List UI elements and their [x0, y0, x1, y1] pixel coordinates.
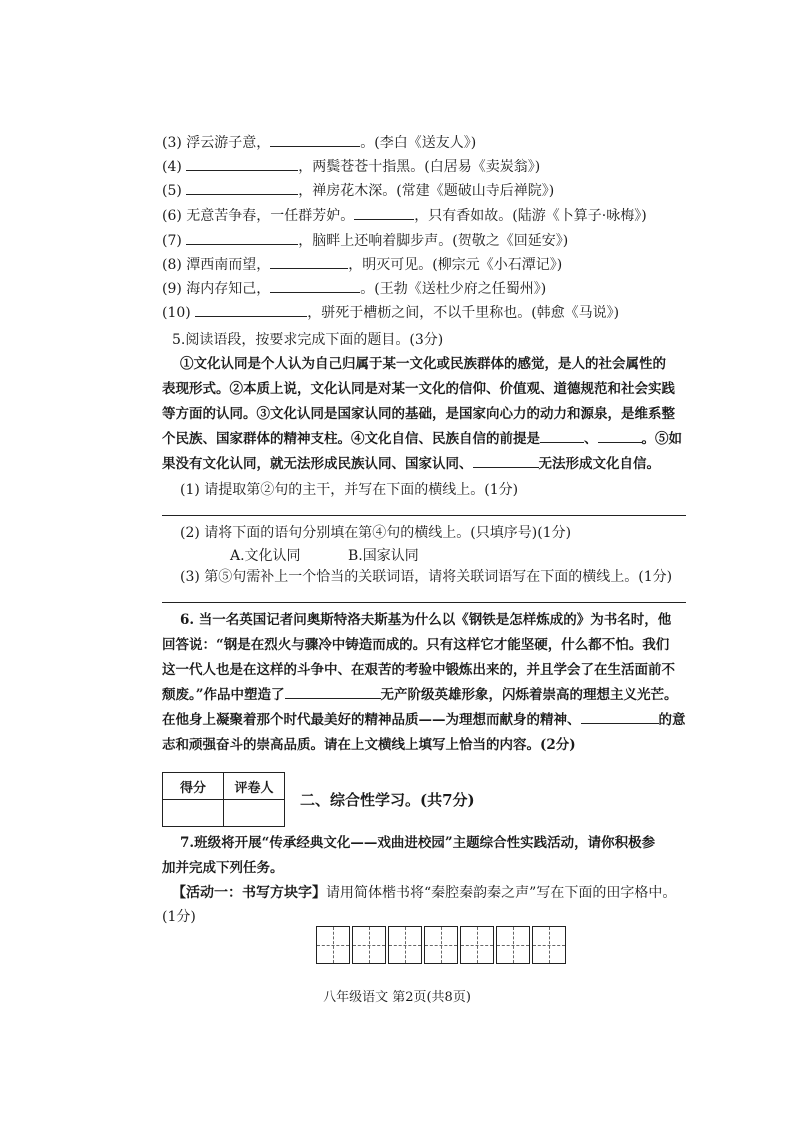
answer-blank[interactable] [186, 180, 298, 195]
q6-line: 志和顽强奋斗的崇高品质。请在上文横线上填写上恰当的内容。(2分) [162, 737, 576, 753]
q6-line: 回答说：“钢是在烈火与骤冷中铸造而成的。只有这样它才能坚硬，什么都不怕。我们 [162, 637, 670, 653]
poem-line-6: (6) 无意苦争春，一任群芳妒。 ，只有香如故。(陆游《卜算子·咏梅》) [162, 205, 647, 227]
writing-grid-cell[interactable] [316, 926, 350, 964]
answer-blank[interactable] [270, 132, 360, 147]
grader-label: 评卷人 [224, 773, 285, 800]
answer-blank[interactable] [285, 684, 381, 699]
answer-blank[interactable] [186, 230, 298, 245]
answer-blank[interactable] [581, 709, 659, 724]
q5-passage-line: ①文化认同是个人认为自己归属于某一文化或民族群体的感觉，是人的社会属性的 [180, 356, 666, 372]
q5-title: 5.阅读语段，按要求完成下面的题目。(3分) [172, 332, 444, 348]
q7-activity: 【活动一：书写方块字】请用简体楷书将“秦腔秦韵秦之声”写在下面的田字格中。 [172, 885, 677, 901]
writing-grid-cell[interactable] [424, 926, 458, 964]
answer-blank[interactable] [598, 428, 642, 443]
grader-cell[interactable] [224, 800, 285, 827]
writing-grid-cell[interactable] [532, 926, 566, 964]
writing-grid-cell[interactable] [460, 926, 494, 964]
answer-blank[interactable] [540, 428, 584, 443]
q6-line: 颓废。”作品中塑造了 无产阶级英雄形象，闪烁着崇高的理想主义光芒。 [162, 683, 678, 707]
writing-grid-cell[interactable] [496, 926, 530, 964]
q7-line: 7.班级将开展“传承经典文化——戏曲进校园”主题综合性实践活动，请你积极参 [180, 835, 656, 851]
answer-line[interactable] [162, 515, 686, 516]
q5-passage-line: 表现形式。②本质上说，文化认同是对某一文化的信仰、价值观、道德规范和社会实践 [162, 381, 675, 397]
option-b: B.国家认同 [348, 548, 419, 564]
writing-grid-cell[interactable] [352, 926, 386, 964]
poem-line-3: (3) 浮云游子意， 。(李白《送友人》) [162, 132, 476, 154]
q5-sub2: (2) 请将下面的语句分别填在第④句的横线上。(只填序号)(1分) [180, 525, 572, 541]
q6-line: 在他身上凝聚着那个时代最美好的精神品质——为理想而献身的精神、 的意 [162, 708, 686, 732]
answer-blank[interactable] [354, 205, 414, 220]
q7-line: 加并完成下列任务。 [162, 860, 284, 876]
poem-line-10: (10) ，骈死于槽枥之间，不以千里称也。(韩愈《马说》) [162, 302, 619, 324]
score-table [162, 772, 285, 827]
section-title: 二、综合性学习。(共7分) [300, 791, 475, 809]
page-footer: 八年级语文 第2页(共8页) [323, 990, 471, 1005]
answer-blank[interactable] [186, 156, 298, 171]
answer-blank[interactable] [270, 278, 360, 293]
poem-line-9: (9) 海内存知己， 。(王勃《送杜少府之任蜀州》) [162, 278, 546, 300]
q5-sub1: (1) 请提取第②句的主干，并写在下面的横线上。(1分) [180, 482, 519, 498]
score-cell[interactable] [163, 800, 224, 827]
answer-line[interactable] [162, 602, 686, 603]
answer-blank[interactable] [270, 254, 348, 269]
q5-passage-line: 果没有文化认同，就无法形成民族认同、国家认同、 无法形成文化自信。 [162, 452, 660, 476]
q5-passage-line: 等方面的认同。③文化认同是国家认同的基础，是国家向心力的动力和源泉，是维系整 [162, 406, 675, 422]
q5-passage-line: 个民族、国家群体的精神支柱。④文化自信、民族自信的前提是 、 。⑤如 [162, 427, 682, 451]
poem-line-7: (7) ，脑畔上还响着脚步声。(贺敬之《回延安》) [162, 230, 568, 252]
q6-line: 这一代人也是在这样的斗争中、在艰苦的考验中锻炼出来的，并且学会了在生活面前不 [162, 662, 675, 678]
poem-line-8: (8) 潭西南而望， ，明灭可见。(柳宗元《小石潭记》) [162, 254, 562, 276]
option-a: A.文化认同 [230, 548, 301, 564]
score-label: 得分 [163, 773, 224, 800]
q6-line: 6. 当一名英国记者问奥斯特洛夫斯基为什么以《钢铁是怎样炼成的》为书名时，他 [180, 612, 672, 628]
poem-line-4: (4) ，两鬓苍苍十指黑。(白居易《卖炭翁》) [162, 156, 540, 178]
q7-points: (1分) [162, 909, 196, 925]
writing-grid-cell[interactable] [388, 926, 422, 964]
poem-line-5: (5) ，禅房花木深。(常建《题破山寺后禅院》) [162, 180, 554, 202]
answer-blank[interactable] [473, 453, 539, 468]
q5-sub3: (3) 第⑤句需补上一个恰当的关联词语，请将关联词语写在下面的横线上。(1分) [180, 569, 673, 585]
answer-blank[interactable] [195, 302, 307, 317]
